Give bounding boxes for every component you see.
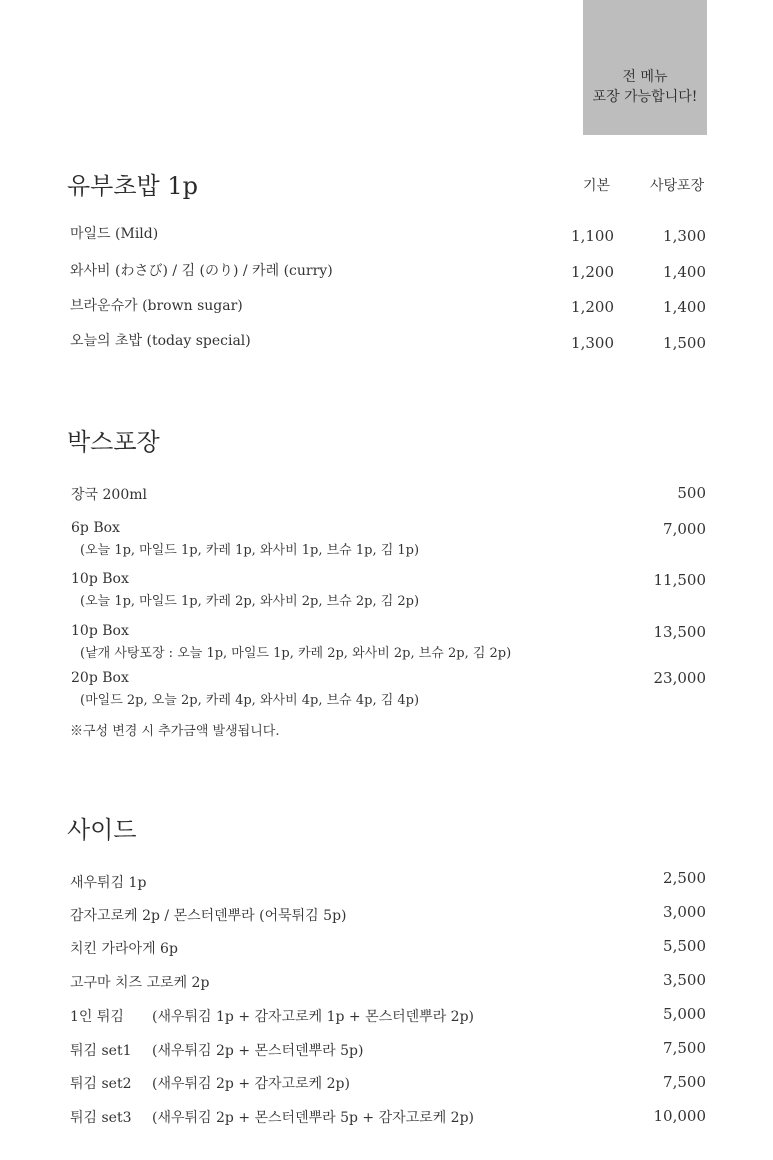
side-item-price: 5,000 [663, 1005, 706, 1023]
side-item-name: 튀김 set3 [70, 1110, 132, 1126]
box-item-price: 7,000 [663, 520, 706, 538]
side-item-name: 감자고로케 2p / 몬스터덴뿌라 (어묵튀김 5p) [70, 908, 347, 924]
side-item-name: 튀김 set2 [70, 1076, 132, 1092]
side-item-name: 고구마 치즈 고로케 2p [70, 975, 210, 991]
section-title-side: 사이드 [67, 816, 137, 844]
column-header-basic: 기본 [583, 178, 611, 194]
menu-item-name: 오늘의 초밥 (today special) [70, 333, 251, 349]
menu-item-price-wrap: 1,500 [663, 334, 706, 352]
side-item-price: 10,000 [653, 1107, 706, 1125]
box-item-name: 20p Box [71, 670, 129, 686]
side-item-detail: (새우튀김 2p + 몬스터덴뿌라 5p) [152, 1043, 364, 1059]
box-item-contents: (오늘 1p, 마일드 1p, 카레 1p, 와사비 1p, 브슈 1p, 김 1p) [80, 543, 420, 558]
side-item-name: 새우튀김 1p [70, 875, 147, 891]
menu-item-name: 와사비 (わさび) / 김 (のり) / 카레 (curry) [70, 263, 333, 279]
section-title-box: 박스포장 [67, 428, 160, 456]
menu-item-price-basic: 1,200 [571, 263, 614, 281]
side-item-name: 치킨 가라아게 6p [70, 941, 178, 957]
box-item-name: 10p Box [71, 623, 129, 639]
menu-item-price-wrap: 1,300 [663, 227, 706, 245]
box-item-price: 23,000 [653, 669, 706, 687]
menu-item-name: 브라운슈가 (brown sugar) [70, 298, 243, 314]
box-item-price: 500 [677, 484, 706, 502]
menu-item-price-wrap: 1,400 [663, 263, 706, 281]
menu-item-price-basic: 1,300 [571, 334, 614, 352]
badge-line-1: 전 메뉴 [622, 68, 668, 85]
column-header-candy-wrap: 사탕포장 [650, 178, 705, 194]
box-item-name: 장국 200ml [71, 487, 147, 503]
menu-item-price-basic: 1,200 [571, 298, 614, 316]
takeout-badge [583, 0, 707, 135]
box-item-contents: (마일드 2p, 오늘 2p, 카레 4p, 와사비 4p, 브슈 4p, 김 4p) [80, 693, 420, 708]
box-item-name: 6p Box [71, 520, 120, 536]
side-item-price: 7,500 [663, 1039, 706, 1057]
box-composition-note: ※구성 변경 시 추가금액 발생됩니다. [70, 724, 280, 739]
side-item-detail: (새우튀김 2p + 몬스터덴뿌라 5p + 감자고로케 2p) [152, 1110, 475, 1126]
box-item-contents: (오늘 1p, 마일드 1p, 카레 2p, 와사비 2p, 브슈 2p, 김 2p) [80, 594, 420, 609]
side-item-name: 1인 튀김 [70, 1009, 124, 1025]
side-item-price: 5,500 [663, 937, 706, 955]
badge-line-2: 포장 가능합니다! [592, 88, 698, 105]
menu-item-price-wrap: 1,400 [663, 298, 706, 316]
side-item-detail: (새우튀김 1p + 감자고로케 1p + 몬스터덴뿌라 2p) [152, 1009, 475, 1025]
side-item-price: 3,000 [663, 903, 706, 921]
menu-item-name: 마일드 (Mild) [70, 226, 159, 242]
side-item-name: 튀김 set1 [70, 1043, 132, 1059]
box-item-name: 10p Box [71, 571, 129, 587]
side-item-price: 3,500 [663, 971, 706, 989]
section-title-yubu: 유부초밥 1p [67, 172, 198, 200]
box-item-price: 13,500 [653, 623, 706, 641]
menu-item-price-basic: 1,100 [571, 227, 614, 245]
box-item-price: 11,500 [653, 571, 706, 589]
side-item-detail: (새우튀김 2p + 감자고로케 2p) [152, 1076, 350, 1092]
side-item-price: 7,500 [663, 1073, 706, 1091]
box-item-contents: (낱개 사탕포장 : 오늘 1p, 마일드 1p, 카레 2p, 와사비 2p, 브슈 2p, 김 2p) [80, 646, 512, 661]
side-item-price: 2,500 [663, 869, 706, 887]
